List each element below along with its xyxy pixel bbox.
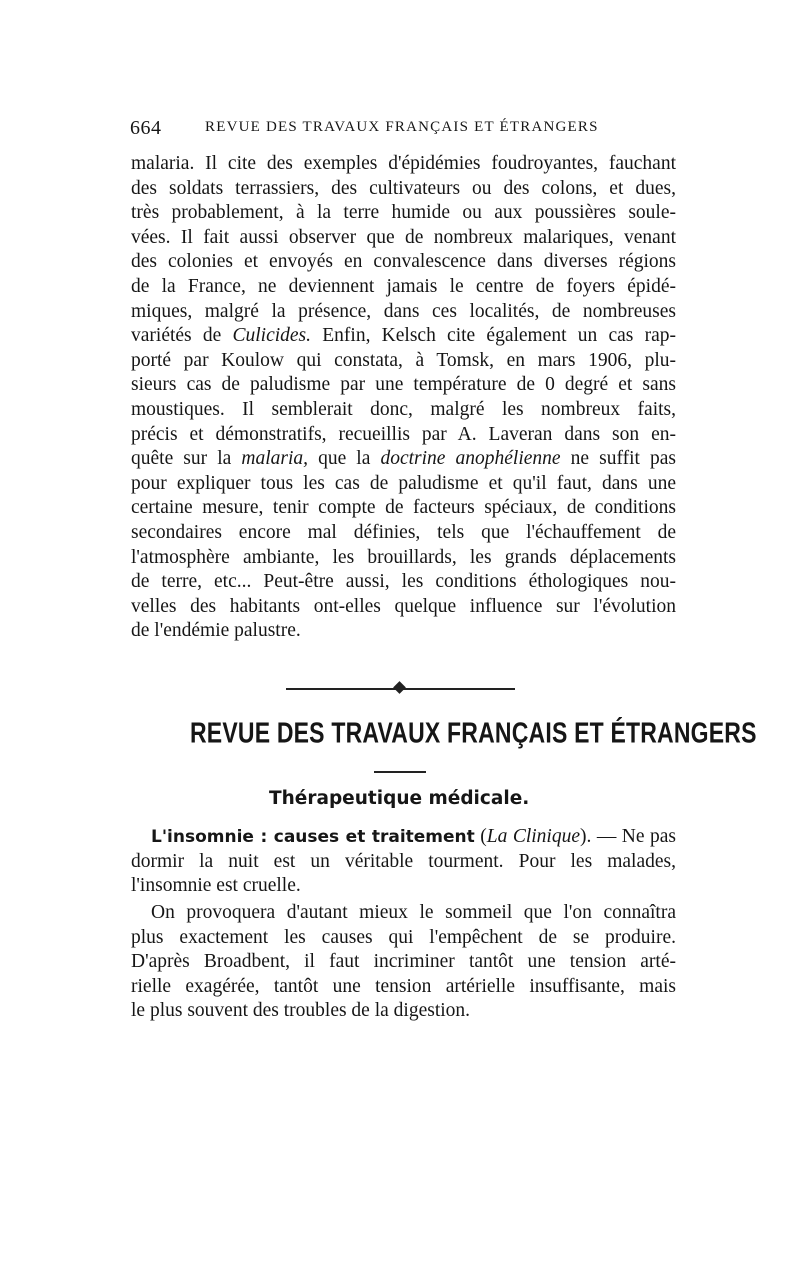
text-line: On provoquera d'autant mieux le sommeil que l'on connaîtra: [151, 902, 676, 923]
text-run: que la: [308, 448, 381, 470]
subsection-title: Thérapeutique médicale.: [269, 788, 530, 809]
text-line: de terre, etc... Peut-être aussi, les conditions éthologiques nou-: [131, 571, 676, 593]
text-line: secondaires encore mal définies, tels que l'échauffement de: [131, 521, 676, 543]
section-title: REVUE DES TRAVAUX FRANÇAIS ET ÉTRANGERS: [190, 716, 757, 749]
article-heading: L'insomnie : causes et traitement: [151, 827, 475, 847]
text-line: malaria. Il cite des exemples d'épidémies foudroyantes, fauchant: [131, 153, 676, 174]
text-line: D'après Broadbent, il faut incriminer tantôt une tension arté-: [131, 951, 676, 973]
text-run: quête sur la: [131, 448, 242, 470]
text-line: moustiques. Il semblerait donc, malgré les nombreux faits,: [131, 398, 676, 420]
running-title: REVUE DES TRAVAUX FRANÇAIS ET ÉTRANGERS: [205, 119, 599, 135]
text-run: variétés de: [131, 325, 233, 347]
text-line: sieurs cas de paludisme par une température de 0 degré et sans: [131, 374, 676, 396]
text-line: des soldats terrassiers, des cultivateurs ou des colons, et dues,: [131, 177, 676, 199]
text-line: porté par Koulow qui constata, à Tomsk, en mars 1906, plu-: [131, 349, 676, 371]
text-line: velles des habitants ont-elles quelque influence sur l'évolution: [131, 595, 676, 617]
article-insomnie-body: [131, 901, 676, 1024]
italic-term-malaria: malaria,: [241, 448, 308, 470]
ornament-diamond-icon: [393, 681, 406, 694]
text-line: miques, malgré la présence, dans ces localités, de nombreuses: [131, 300, 676, 322]
page-number: 664: [130, 117, 162, 139]
text-line: plus exactement les causes qui l'empêchent de se produire.: [131, 926, 676, 948]
text-run: (: [474, 826, 487, 847]
article-heading-line: [131, 825, 676, 850]
text-line: l'insomnie est cruelle.: [131, 875, 301, 897]
article-insomnie-intro: [131, 825, 676, 899]
text-run: ne suffit pas: [560, 448, 676, 470]
text-line: [131, 447, 676, 472]
text-line: vées. Il fait aussi observer que de nombreux malariques, venant: [131, 226, 676, 248]
short-rule: [374, 771, 426, 773]
text-line: précis et démonstratifs, recueillis par A. Laveran dans son en-: [131, 423, 676, 445]
italic-term-culicides: Culicides.: [232, 325, 312, 347]
text-line: certaine mesure, tenir compte de facteurs spéciaux, de conditions: [131, 497, 676, 519]
running-head: [130, 117, 675, 143]
text-line: rielle exagérée, tantôt une tension artérielle insuffisante, mais: [131, 975, 676, 997]
text-line: le plus souvent des troubles de la digestion.: [131, 1000, 471, 1022]
text-line: l'atmosphère ambiante, les brouillards, les grands déplacements: [131, 546, 676, 568]
text-line: de la France, ne deviennent jamais le centre de foyers épidé-: [131, 275, 676, 297]
article-source: La Clinique: [486, 826, 580, 847]
text-line: des colonies et envoyés en convalescence dans diverses régions: [131, 251, 676, 273]
paragraph-malaria: [131, 152, 676, 644]
text-run: ). — Ne pas: [580, 826, 676, 847]
text-line: de l'endémie palustre.: [131, 620, 301, 642]
text-line: [131, 324, 676, 349]
text-run: Enfin, Kelsch cite également un cas rap-: [311, 325, 676, 347]
text-line: dormir la nuit est un véritable tourment. Pour les malades,: [131, 850, 676, 872]
text-line: très probablement, à la terre humide ou aux poussières soule-: [131, 202, 676, 224]
text-line: pour expliquer tous les cas de paludisme et qu'il faut, dans une: [131, 472, 676, 494]
italic-term-doctrine: doctrine anophélienne: [380, 448, 561, 470]
